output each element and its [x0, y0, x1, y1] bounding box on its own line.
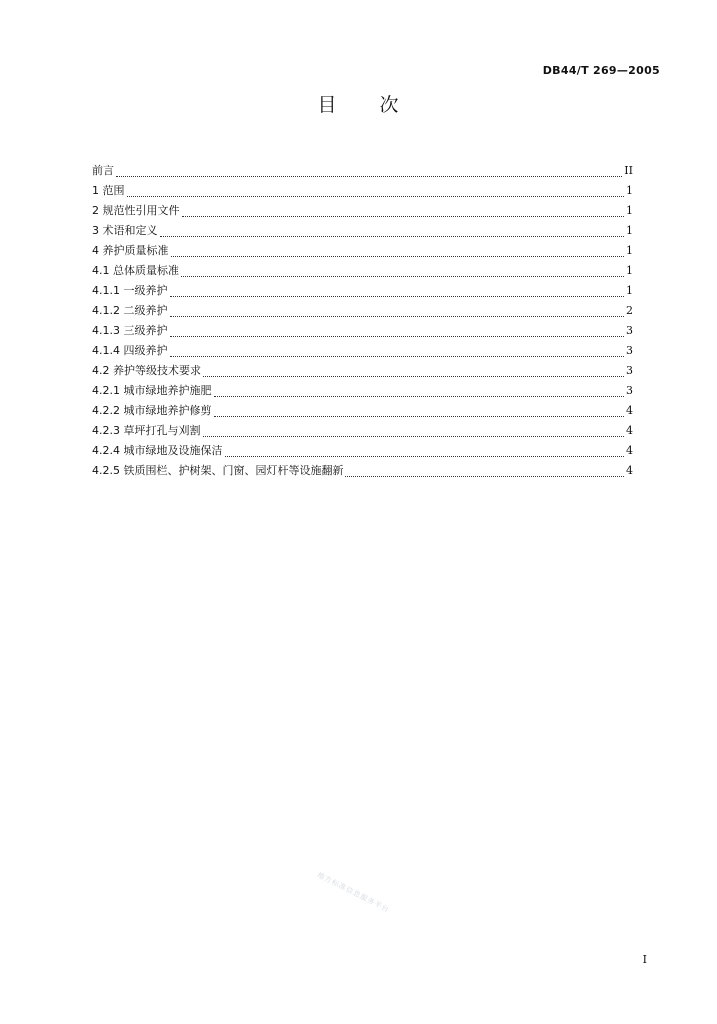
- toc-entry-label: 4.1.3 三级养护: [92, 324, 168, 337]
- toc-dot-leader: [214, 416, 625, 417]
- toc-entry[interactable]: [92, 361, 633, 381]
- toc-entry[interactable]: [92, 341, 633, 361]
- toc-dot-leader: [181, 276, 624, 277]
- toc-entry[interactable]: [92, 241, 633, 261]
- toc-dot-leader: [127, 196, 625, 197]
- toc-dot-leader: [170, 296, 625, 297]
- toc-entry-label: 4.1.4 四级养护: [92, 344, 168, 357]
- toc-entry[interactable]: [92, 321, 633, 341]
- toc-entry[interactable]: [92, 301, 633, 321]
- toc-dot-leader: [170, 316, 625, 317]
- toc-entry-page: 3: [626, 364, 633, 377]
- toc-entry-label: 4 养护质量标准: [92, 244, 169, 257]
- toc-entry-page: 3: [626, 324, 633, 337]
- toc-dot-leader: [203, 436, 625, 437]
- watermark: 地方标准信息服务平台: [315, 870, 391, 915]
- toc-entry-page: II: [624, 164, 633, 177]
- toc-entry-label: 3 术语和定义: [92, 224, 158, 237]
- toc-dot-leader: [170, 356, 625, 357]
- toc-entry-label: 前言: [92, 164, 114, 177]
- toc-entry[interactable]: [92, 161, 633, 181]
- toc-entry-page: 2: [626, 304, 633, 317]
- toc-entry[interactable]: [92, 441, 633, 461]
- toc-entry-page: 1: [626, 184, 633, 197]
- toc-entry-page: 4: [626, 424, 633, 437]
- toc-dot-leader: [116, 176, 622, 177]
- toc-dot-leader: [160, 236, 625, 237]
- toc-entry-page: 1: [626, 224, 633, 237]
- toc-entry-label: 4.2.4 城市绿地及设施保洁: [92, 444, 223, 457]
- toc-entry-label: 4.2.3 草坪打孔与刈割: [92, 424, 201, 437]
- toc-dot-leader: [345, 476, 624, 477]
- toc-entry-page: 3: [626, 344, 633, 357]
- toc-dot-leader: [214, 396, 625, 397]
- toc-entry[interactable]: [92, 261, 633, 281]
- toc-entry-page: 1: [626, 244, 633, 257]
- toc-dot-leader: [203, 376, 624, 377]
- toc-entry-page: 1: [626, 264, 633, 277]
- toc-entry-page: 3: [626, 384, 633, 397]
- toc-entry[interactable]: [92, 181, 633, 201]
- document-code: DB44/T 269—2005: [542, 64, 660, 77]
- toc-entry-page: 1: [626, 204, 633, 217]
- toc-entry[interactable]: [92, 381, 633, 401]
- toc-dot-leader: [225, 456, 625, 457]
- toc-entry[interactable]: [92, 221, 633, 241]
- table-of-contents: [92, 161, 633, 481]
- title-char-2: 次: [379, 94, 400, 116]
- toc-entry[interactable]: [92, 421, 633, 441]
- toc-entry[interactable]: [92, 201, 633, 221]
- toc-entry-label: 1 范围: [92, 184, 125, 197]
- toc-entry-label: 4.1 总体质量标准: [92, 264, 179, 277]
- toc-entry-label: 2 规范性引用文件: [92, 204, 180, 217]
- toc-entry[interactable]: [92, 401, 633, 421]
- toc-entry-label: 4.2.5 铁质围栏、护树架、门窗、园灯杆等设施翻新: [92, 464, 344, 477]
- toc-entry-page: 4: [626, 444, 633, 457]
- toc-entry-page: 1: [626, 284, 633, 297]
- page-title: [0, 90, 717, 117]
- page-number: I: [642, 953, 647, 966]
- toc-entry[interactable]: [92, 281, 633, 301]
- toc-dot-leader: [182, 216, 625, 217]
- title-char-1: 目: [317, 94, 338, 116]
- toc-entry-label: 4.2.1 城市绿地养护施肥: [92, 384, 212, 397]
- toc-entry-page: 4: [626, 464, 633, 477]
- toc-dot-leader: [171, 256, 625, 257]
- toc-entry-label: 4.2.2 城市绿地养护修剪: [92, 404, 212, 417]
- toc-entry-label: 4.2 养护等级技术要求: [92, 364, 201, 377]
- toc-entry-label: 4.1.1 一级养护: [92, 284, 168, 297]
- toc-entry[interactable]: [92, 461, 633, 481]
- toc-dot-leader: [170, 336, 625, 337]
- toc-entry-label: 4.1.2 二级养护: [92, 304, 168, 317]
- toc-entry-page: 4: [626, 404, 633, 417]
